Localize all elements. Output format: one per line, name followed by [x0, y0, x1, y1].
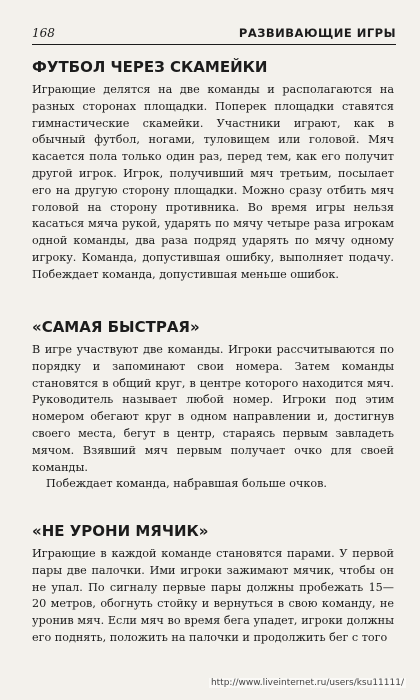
section-fastest — [32, 318, 394, 493]
section-paragraph: Играющие делятся на две команды и располагаются на разных сторонах площадки. Поперек площадки ставятся гимнастические скамейки. Участники играют, как в обычный футбол, ногами, туловищем или головой. Мяч касается пола только один раз, перед тем, как его получит другой игрок. Игрок, получивший мяч третьим, посылает его на другую сторону площадки. Можно сразу отбить мяч головой на сторону противника. Во время игры нельзя касаться мяча рукой, ударять по мячу четыре раза игрокам одной команды, два раза подряд ударять по мячу одному игроку. Команда, допустившая ошибку, выполняет подачу. Побеждает команда, допустившая меньше ошибок. — [32, 83, 394, 281]
section-paragraph: Играющие в каждой команде становятся парами. У первой пары две палочки. Ими игроки зажимают мячик, чтобы он не упал. По сигналу первые пары должны пробежать 15—20 метров, обогнуть стойку и вернуться в свою команду, не уронив мяч. Если мяч во время бега упадет, игроки должны его поднять, положить на палочки и продолжить бег с того — [32, 547, 394, 644]
section-title: «НЕ УРОНИ МЯЧИК» — [32, 522, 209, 540]
section-football-benches — [32, 58, 394, 284]
section-paragraph: Побеждает команда, набравшая больше очков. — [46, 477, 327, 491]
section-dont-drop-ball — [32, 522, 394, 647]
section-title: «САМАЯ БЫСТРАЯ» — [32, 318, 200, 336]
page-number: 168 — [32, 26, 55, 40]
section-title: ФУТБОЛ ЧЕРЕЗ СКАМЕЙКИ — [32, 58, 268, 76]
watermark-url: http://www.liveinternet.ru/users/ksu11111/ — [210, 678, 404, 688]
page-header — [32, 26, 396, 45]
section-paragraph: В игре участвуют две команды. Игроки рассчитываются по порядку и запоминают свои номера. Затем команды становятся в общий круг, в центре которого находится мяч. Руководитель называет любой номер. Игроки под этим номером обегают круг в одном направлении и, достигнув своего места, бегут в центр, стараясь первым завладеть мячом. Взявший мяч первым получает очко для своей команды. — [32, 343, 394, 474]
running-head: РАЗВИВАЮЩИЕ ИГРЫ — [238, 26, 396, 40]
